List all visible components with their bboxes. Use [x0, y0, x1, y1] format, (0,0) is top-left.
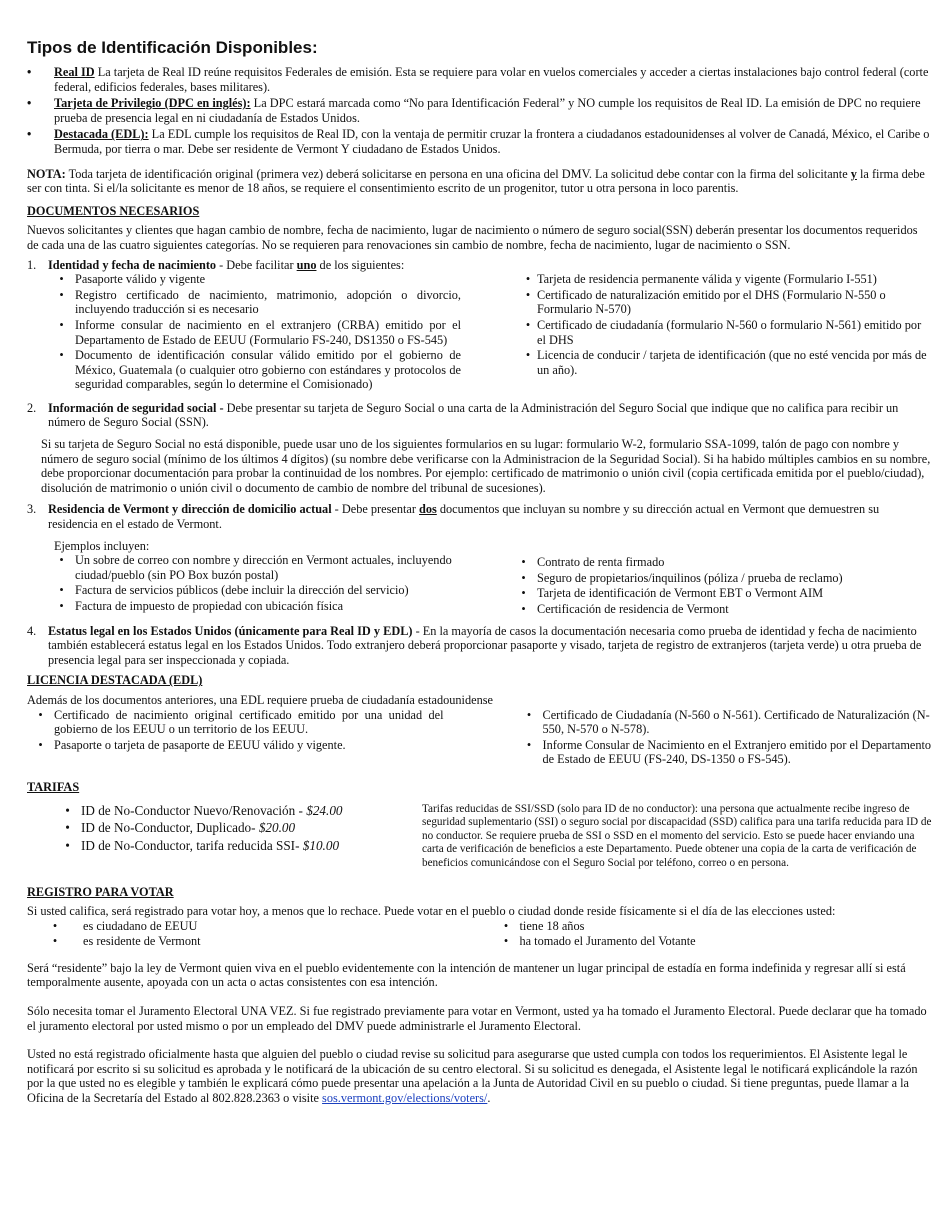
- fees-list: [54, 803, 422, 855]
- list-item: [48, 318, 461, 347]
- bullet-icon: •: [65, 837, 70, 853]
- section-1-columns: [48, 272, 932, 393]
- fee-price: $10.00: [302, 837, 340, 853]
- bullet-icon: •: [59, 317, 64, 332]
- examples-label: Ejemplos incluyen:: [54, 538, 150, 553]
- bullet-icon: •: [521, 570, 526, 585]
- list-item: [510, 586, 932, 601]
- vote-columns: [27, 919, 932, 950]
- list-item: • Destacada (EDL): La EDL cumple los requisitos de Real ID, con la ventaja de permitir cruzar la frontera a ciudadanos estadounidenses al volver de Canadá, México, el Caribe o Bermuda, por tierra o mar. Debe ser residente de Vermont Y ciudadano de Estados Unidos.: [27, 127, 930, 156]
- note-label: NOTA:: [27, 166, 66, 181]
- fee-price: $20.00: [258, 820, 296, 836]
- list-item-text: Pasaporte válido y vigente: [75, 272, 206, 287]
- fee-item: [54, 820, 422, 837]
- list-item-text: Certificado de naturalización emitido por el DHS (Formulario N-550 o Formulario N-570): [537, 287, 886, 317]
- list-item: [510, 602, 932, 617]
- section-label: Residencia de Vermont y dirección de domicilio actual: [48, 502, 332, 517]
- bullet-icon: •: [52, 934, 58, 949]
- note-text: la firma debe ser con tinta. Si el/la solicitante es menor de 18 años, se requiere el consentimiento escrito de un progenitor, tutor u otra persona in loco parentis.: [27, 166, 925, 196]
- bullet-icon: •: [503, 934, 509, 949]
- fee-label: ID de No-Conductor, Duplicado-: [81, 820, 259, 836]
- list-item-text: Tarjeta de residencia permanente válida y vigente (Formulario I-551): [537, 272, 877, 287]
- list-item-text: Registro certificado de nacimiento, matrimonio, adopción o divorcio, incluyendo traducción si es necesario: [75, 287, 461, 317]
- edl-right-list: [516, 708, 933, 767]
- bullet-icon: •: [38, 737, 43, 752]
- list-item: [27, 919, 467, 934]
- list-item-text: [81, 820, 422, 837]
- list-item: [48, 599, 470, 614]
- section-label: Información de seguridad social -: [48, 400, 224, 415]
- edl-columns: [27, 708, 932, 768]
- bullet-icon: •: [59, 599, 64, 613]
- note-text: Toda tarjeta de identificación original (primera vez) deberá solicitarse en persona en una oficina del DMV. La solicitud debe contar con la firma del solicitante: [65, 166, 851, 181]
- list-item-text: Contrato de renta firmado: [537, 555, 665, 570]
- bullet-icon: •: [525, 348, 531, 363]
- list-item-text: Certificación de residencia de Vermont: [537, 602, 729, 616]
- list-item-text: Informe Consular de Nacimiento en el Extranjero emitido por el Departamento de Estado de EEUU (FS-240, DS-1350 o FS-545).: [542, 737, 932, 767]
- list-item: [27, 708, 444, 737]
- list-item-text: Informe consular de nacimiento en el extranjero (CRBA) emitido por el Departamento de Estado de EEUU (Formulario FS-240, DS1350 o FS-545): [75, 317, 461, 347]
- period: .: [487, 1091, 491, 1106]
- section-1: [27, 258, 932, 273]
- bullet-icon: •: [38, 707, 43, 722]
- section-3-right-list: [510, 553, 932, 616]
- fee-label: ID de No-Conductor, tarifa reducida SSI-: [81, 837, 303, 853]
- voters-link[interactable]: sos.vermont.gov/elections/voters/: [322, 1091, 488, 1106]
- vote-paragraph-1: Será “residente” bajo la ley de Vermont quien viva en el pueblo evidentemente con la intención de mantener un lugar principal de estadía en forma indefinida y regresar allí si está temporalmente ausente, apoyada con un acta o actas consistentes con esa intención.: [27, 960, 906, 990]
- list-item: [48, 583, 470, 598]
- section-3: [27, 502, 932, 531]
- section-text: documentos que incluyan su nombre y su dirección actual en Vermont que demuestren su residencia en el estado de Vermont.: [48, 502, 880, 532]
- list-item-text: Licencia de conducir / tarjeta de identificación (que no esté vencida por más de un año).: [537, 348, 927, 377]
- list-item-text: Factura de servicios públicos (debe incluir la dirección del servicio): [75, 583, 409, 598]
- id-type-name: Tarjeta de Privilegio (DPC en inglés):: [54, 96, 251, 111]
- fees-heading: TARIFAS: [27, 779, 80, 794]
- list-item: [48, 272, 461, 287]
- list-item-text: Pasaporte o tarjeta de pasaporte de EEUU válido y vigente.: [54, 737, 346, 752]
- bullet-icon: •: [59, 348, 64, 363]
- list-item-text: Un sobre de correo con nombre y dirección en Vermont actuales, incluyendo ciudad/pueblo (sin PO Box buzón postal): [75, 553, 452, 582]
- section-label: Estatus legal en los Estados Unidos (únicamente para Real ID y EDL): [48, 623, 413, 638]
- section-2-paragraph: Si su tarjeta de Seguro Social no está disponible, puede usar uno de los siguientes formularios en su lugar: formulario W-2, formulario SSA-1099, talón de pago con nombre y número de seguro social (mínimo de los últimos 4 dígitos) (su nombre debe verificarse con la Administracion de la Seguridad Social). Si ha habido múltiples cambios en su nombre, debe proporcionar documentación para probar la continuidad de los nombres. Por ejemplo: certificado de matrimonio o unión civil (copia certificada emitida por el pueblo/ciudad), disolución de matrimonio o unión civil o documento de cambio de nombre del tribunal de sucesiones).: [41, 437, 931, 495]
- section-2: [27, 401, 932, 430]
- bullet-icon: •: [521, 586, 526, 601]
- bullet-icon: •: [59, 272, 64, 287]
- list-item-text: tiene 18 años: [519, 918, 585, 933]
- list-item-text: Seguro de propietarios/inquilinos (póliza / prueba de reclamo): [537, 570, 843, 585]
- document-page: [27, 38, 932, 1106]
- emphasis-uno: uno: [296, 257, 317, 272]
- list-item-text: Certificado de Ciudadanía (N-560 o N-561). Certificado de Naturalización (N-550, N-570 o N-578).: [542, 707, 930, 737]
- bullet-icon: •: [525, 287, 531, 302]
- edl-left-list: [27, 708, 444, 753]
- section-3-columns: [48, 553, 932, 617]
- list-item: [48, 348, 461, 392]
- edl-heading: LICENCIA DESTACADA (EDL): [27, 673, 203, 688]
- docs-intro: Nuevos solicitantes y clientes que hagan cambio de nombre, fecha de nacimiento, lugar de nacimiento o número de seguro social(SSN) deberán presentar los documentos requeridos de cada una de las cuatro siguientes categorías. No se requieren para renovaciones sin cambio de nombre, fecha de nacimiento, lugar de nacimiento o SSN.: [27, 223, 918, 252]
- section-number: 1.: [27, 257, 37, 272]
- list-item-text: Documento de identificación consular válido emitido por el gobierno de México, Guatemala (o cualquier otro gobierno con estándares y protocolos de seguridad comparables, según lo determine el Comisionado): [75, 348, 461, 392]
- section-number: 4.: [27, 623, 37, 638]
- list-item-text: Certificado de ciudadanía (formulario N-560 o formulario N-561) emitido por el DHS: [537, 317, 922, 347]
- bullet-icon: •: [59, 287, 64, 302]
- list-item-text: ha tomado el Juramento del Votante: [519, 934, 696, 949]
- list-item-text: Factura de impuesto de propiedad con ubicación física: [75, 599, 344, 613]
- bullet-icon: •: [52, 918, 58, 933]
- edl-intro: Además de los documentos anteriores, una EDL requiere prueba de ciudadanía estadounidense: [27, 692, 493, 707]
- vote-right-list: [493, 919, 933, 949]
- emphasis-dos: dos: [419, 502, 437, 517]
- section-text: - Debe presentar: [331, 502, 420, 517]
- bullet-icon: •: [526, 707, 532, 722]
- list-item: [48, 553, 470, 582]
- bullet-icon: •: [525, 317, 531, 332]
- section-text: de los siguientes:: [316, 257, 405, 272]
- fees-columns: [27, 803, 932, 871]
- list-item: [27, 738, 444, 753]
- list-item: • Tarjeta de Privilegio (DPC en inglés): La DPC estará marcada como “No para Identificación Federal” y NO cumple los requisitos de Real ID. La emisión de DPC no requiere prueba de presencia legal en ni ciudadanía de Estados Unidos.: [27, 96, 921, 125]
- vote-paragraph-2: Sólo necesita tomar el Juramento Electoral UNA VEZ. Si fue registrado previamente para votar en Vermont, usted ya ha tomado el Juramento Electoral. Puede declarar que ha tomado el juramento electoral por usted mismo o por un empleado del DMV puede administrarle el Juramento Electoral.: [27, 1004, 927, 1033]
- fee-item: [54, 838, 422, 855]
- section-text: - En la mayoría de casos la documentación necesaria como prueba de identidad y fecha de nacimiento también establecerá estatus legal en los Estados Unidos. Todo extranjero deberá proporcionar pasaporte y visado, tarjeta de registro de extranjeros (tarjeta verde) u otra prueba de presencia legal para ser inspeccionada y copiada.: [48, 623, 922, 667]
- bullet-icon: •: [65, 802, 70, 818]
- vote-heading: REGISTRO PARA VOTAR: [27, 884, 174, 899]
- note-y: y: [850, 166, 857, 181]
- list-item-text: Tarjeta de identificación de Vermont EBT o Vermont AIM: [537, 586, 823, 601]
- id-types-list: [27, 65, 932, 157]
- id-type-text: La tarjeta de Real ID reúne requisitos Federales de emisión. Esta se requiere para volar en vuelos comerciales y acceder a ciertas instalaciones bajo control federal (corte federal, edificios federales, bases militares).: [54, 65, 929, 94]
- list-item: [519, 348, 932, 377]
- list-item: [493, 919, 933, 934]
- list-item-text: Certificado de nacimiento original certificado emitido por una unidad del gobierno de los EEUU o un territorio de los EEUU.: [54, 707, 444, 737]
- bullet-icon: •: [65, 820, 70, 836]
- section-text: Debe presentar su tarjeta de Seguro Social o una carta de la Administración del Seguro Social que indique que no califica para recibir un número de Seguro Social (SSN).: [48, 400, 899, 430]
- bullet-icon: •: [503, 918, 509, 933]
- list-item: [27, 934, 467, 949]
- bullet-icon: •: [525, 272, 531, 287]
- section-number: 3.: [27, 502, 37, 517]
- section-1-left-list: [48, 272, 461, 392]
- bullet-icon: •: [526, 737, 532, 752]
- list-item: • Real ID La tarjeta de Real ID reúne requisitos Federales de emisión. Esta se requiere para volar en vuelos comerciales y acceder a ciertas instalaciones bajo control federal (corte federal, edificios federales, bases militares).: [27, 65, 929, 94]
- section-4: [27, 624, 932, 668]
- section-number: 2.: [27, 400, 37, 415]
- docs-heading: DOCUMENTOS NECESARIOS: [27, 203, 200, 218]
- list-item: [519, 288, 932, 317]
- vote-left-list: [27, 919, 467, 949]
- fee-item: [54, 803, 422, 820]
- section-text: - Debe facilitar: [216, 257, 297, 272]
- list-item-text: es residente de Vermont: [83, 934, 201, 949]
- list-item: [516, 738, 933, 767]
- bullet-icon: •: [59, 553, 64, 568]
- id-type-name: Real ID: [54, 65, 95, 79]
- bullet-icon: •: [59, 583, 64, 598]
- list-item: [519, 318, 932, 347]
- id-type-name: Destacada (EDL):: [54, 127, 149, 142]
- section-label: Identidad y fecha de nacimiento: [48, 257, 217, 272]
- section-3-left-list: [48, 553, 470, 613]
- list-item-text: es ciudadano de EEUU: [83, 918, 198, 933]
- fee-price: $24.00: [306, 802, 343, 818]
- list-item: [48, 288, 461, 317]
- vote-paragraph-3: [27, 1047, 932, 1105]
- section-1-right-list: [519, 272, 932, 377]
- bullet-icon: •: [521, 602, 526, 616]
- vote-paragraph-3-text: Usted no está registrado oficialmente hasta que alguien del pueblo o ciudad revise su solicitud para asegurarse que usted cumpla con todos los requerimientos. El Asistente legal le notificará por escrito si su solicitud es aprobada y le notificará de la ubicación de su centro electoral. Si su solicitud es denegada, el Asistente legal le notificará explicándole la razón por la que usted no es elegible y también le explicará cómo puede presentar una apelación a la Junta de Autoridad Civil en su pueblo o ciudad. Si tiene preguntas, puede llamar a la Oficina de la Secretaría del Estado al 802.828.2363 o visite: [27, 1047, 918, 1106]
- fees-note: Tarifas reducidas de SSI/SSD (solo para ID de no conductor): una persona que actualmente recibe ingreso de seguridad suplementario (SSI) o seguro social por discapacidad (SSD) califica para una tarifa reducida para ID de no conductor. Se requiere prueba de SSI o SSD en el momento del servicio. Esto se puede hacer enviando una carta de verificación de beneficios a este Departamento. Puede obtener una copia de la carta de verificación de beneficios comunicándose con el Seguro Social por teléfono, correo o en persona.: [422, 802, 932, 869]
- list-item-text: [81, 803, 422, 820]
- list-item: [519, 272, 932, 287]
- list-item: [516, 708, 933, 737]
- list-item-text: [81, 838, 422, 855]
- page-title: Tipos de Identificación Disponibles:: [27, 38, 318, 57]
- note-paragraph: [27, 167, 932, 196]
- fee-label: ID de No-Conductor Nuevo/Renovación -: [81, 802, 307, 818]
- vote-intro: Si usted califica, será registrado para votar hoy, a menos que lo rechace. Puede votar en el pueblo o ciudad donde reside físicamente si el día de las elecciones usted:: [27, 904, 836, 919]
- list-item: [510, 555, 932, 570]
- bullet-icon: •: [521, 555, 526, 570]
- list-item: [510, 571, 932, 586]
- id-type-text: La EDL cumple los requisitos de Real ID, con la ventaja de permitir cruzar la frontera a ciudadanos estadounidenses al volver de Canadá, México, el Caribe o Bermuda, por tierra o mar. Debe ser residente de Vermont Y ciudadano de Estados Unidos.: [54, 127, 930, 156]
- list-item: [493, 934, 933, 949]
- id-type-text: La DPC estará marcada como “No para Identificación Federal” y NO cumple los requisitos de Real ID. La emisión de DPC no requiere prueba de presencia legal en ni ciudadanía de Estados Unidos.: [54, 96, 921, 125]
